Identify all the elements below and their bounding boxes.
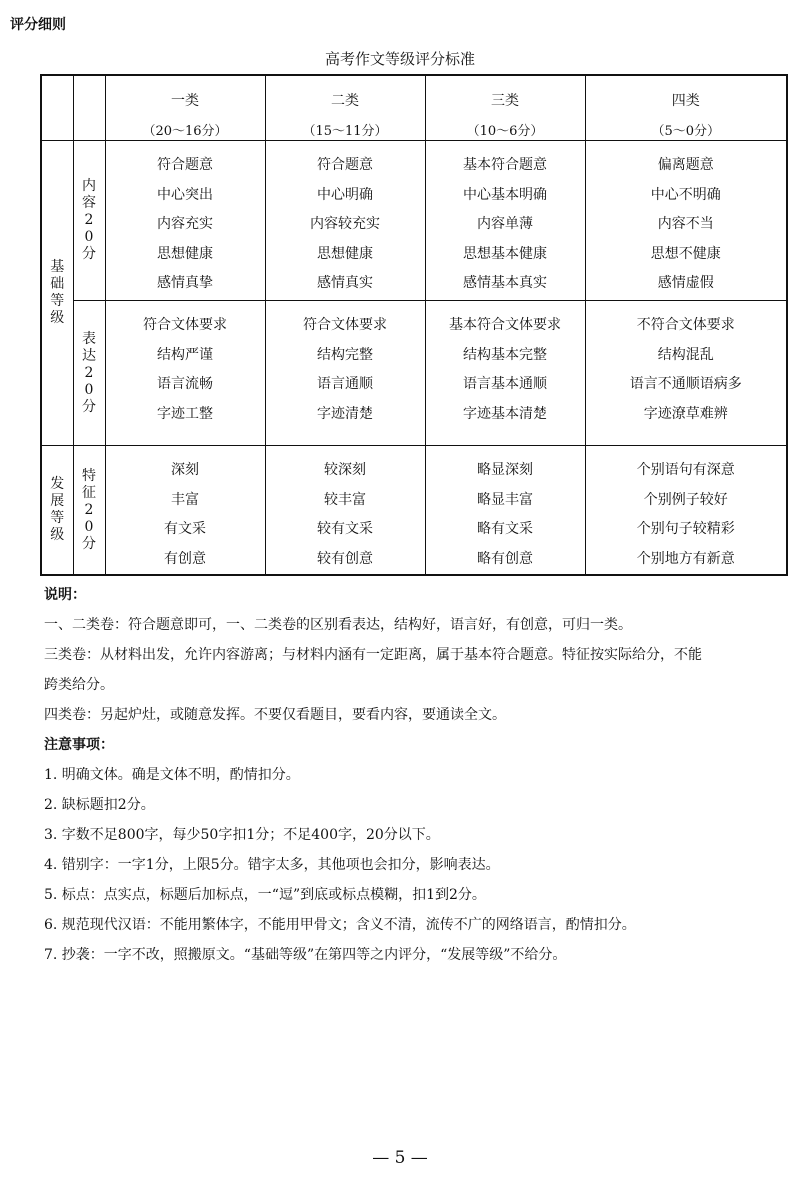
header-blank-cell <box>41 75 73 141</box>
table-cell: 深刻 丰富 有文采 有创意 <box>105 446 265 576</box>
table-row <box>41 141 787 301</box>
explain-heading: 说明： <box>44 587 86 603</box>
page-number: — 5 — <box>372 1148 428 1168</box>
explain-item: 三类卷：从材料出发，允许内容游离；与材料内涵有一定距离，属于基本符合题意。特征按实际给分，不能 <box>44 647 702 663</box>
notice-item: 2. 缺标题扣2分。 <box>44 797 155 813</box>
row-label: 特征20分 <box>73 446 105 576</box>
explain-item: 跨类给分。 <box>44 677 114 693</box>
table-cell: 基本符合文体要求 结构基本完整 语言基本通顺 字迹基本清楚 <box>425 301 585 446</box>
table-cell: 符合文体要求 结构完整 语言通顺 字迹清楚 <box>265 301 425 446</box>
table-cell: 符合文体要求 结构严谨 语言流畅 字迹工整 <box>105 301 265 446</box>
table-header-row <box>41 75 787 141</box>
notice-heading: 注意事项： <box>44 737 114 753</box>
section-title: 评分细则 <box>10 17 66 33</box>
table-row <box>41 301 787 446</box>
table-cell: 不符合文体要求 结构混乱 语言不通顺语病多 字迹潦草难辨 <box>585 301 787 446</box>
notice-item: 5. 标点：点实点，标题后加标点，一“逗”到底或标点模糊，扣1到2分。 <box>44 887 486 903</box>
table-cell: 基本符合题意 中心基本明确 内容单薄 思想基本健康 感情基本真实 <box>425 141 585 301</box>
explain-item: 四类卷：另起炉灶，或随意发挥。不要仅看题目，要看内容，要通读全文。 <box>44 707 506 723</box>
table-title: 高考作文等级评分标准 <box>324 50 475 68</box>
column-header: 四类 （5～0分） <box>585 75 787 141</box>
table-cell: 符合题意 中心明确 内容较充实 思想健康 感情真实 <box>265 141 425 301</box>
table-cell: 符合题意 中心突出 内容充实 思想健康 感情真挚 <box>105 141 265 301</box>
notice-item: 6. 规范现代汉语：不能用繁体字，不能用甲骨文；含义不清，流传不广的网络语言，酌情扣分。 <box>44 917 636 933</box>
notice-item: 1. 明确文体。确是文体不明，酌情扣分。 <box>44 767 300 783</box>
explain-item: 一、二类卷：符合题意即可，一、二类卷的区别看表达，结构好，语言好，有创意，可归一类。 <box>44 617 632 633</box>
table-cell: 较深刻 较丰富 较有文采 较有创意 <box>265 446 425 576</box>
row-label: 表达20分 <box>73 301 105 446</box>
notice-item: 3. 字数不足800字，每少50字扣1分；不足400字，20分以下。 <box>44 827 440 843</box>
header-blank-cell <box>73 75 105 141</box>
column-header: 一类 （20～16分） <box>105 75 265 141</box>
table-row <box>41 446 787 576</box>
notice-item: 7. 抄袭：一字不改，照搬原文。“基础等级”在第四等之内评分，“发展等级”不给分。 <box>44 947 567 963</box>
column-header: 二类 （15～11分） <box>265 75 425 141</box>
table-cell: 个别语句有深意 个别例子较好 个别句子较精彩 个别地方有新意 <box>585 446 787 576</box>
table-cell: 略显深刻 略显丰富 略有文采 略有创意 <box>425 446 585 576</box>
group-label-develop: 发展等级 <box>41 446 73 576</box>
group-label-basic: 基础等级 <box>41 141 73 446</box>
notice-item: 4. 错别字：一字1分，上限5分。错字太多，其他项也会扣分，影响表达。 <box>44 857 500 873</box>
table-cell: 偏离题意 中心不明确 内容不当 思想不健康 感情虚假 <box>585 141 787 301</box>
column-header: 三类 （10～6分） <box>425 75 585 141</box>
notes-section <box>44 580 790 970</box>
row-label: 内容20分 <box>73 141 105 301</box>
grading-table <box>40 74 788 576</box>
